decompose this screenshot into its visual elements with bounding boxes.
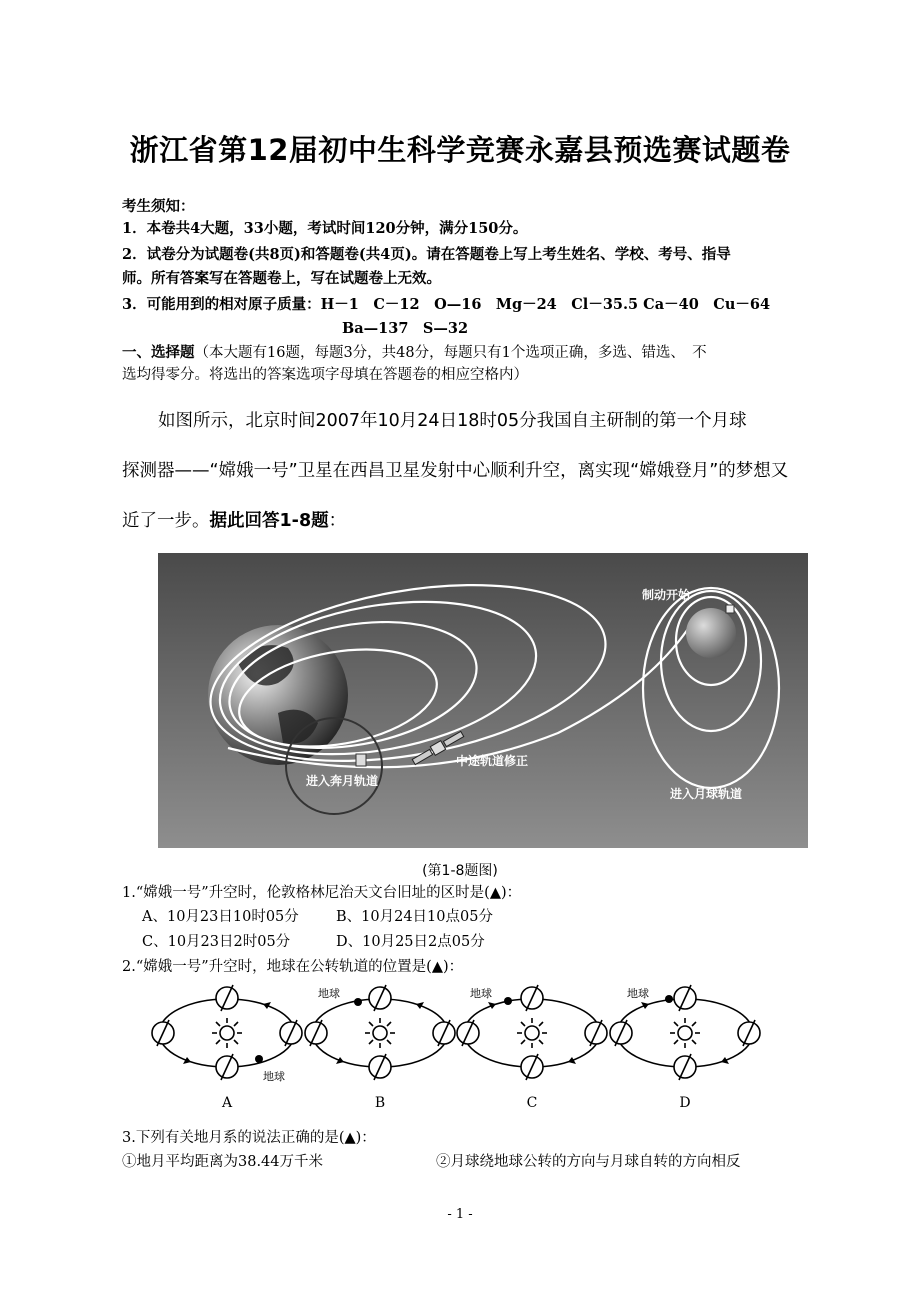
figure-caption: (第1-8题图)	[422, 863, 498, 879]
section-1-desc-cont: 选均得零分。将选出的答案选项字母填在答题卷的相应空格内）	[122, 367, 528, 383]
page-number: - 1 -	[447, 1207, 473, 1222]
intro-line-3: 近了一步。据此回答1-8题：	[122, 511, 347, 531]
orbit-diagram-a	[152, 985, 302, 1110]
q1-option-d: D、10月25日2点05分	[336, 934, 485, 950]
notice-item-1: 1．本卷共4大题，33小题，考试时间120分钟，满分150分。	[122, 220, 528, 237]
option-label-b: B	[374, 1095, 386, 1110]
intro-answer-hint: 据此回答1-8题	[209, 511, 329, 531]
notice-heading: 考生须知：	[122, 198, 195, 215]
section-1-heading: 一、选择题	[122, 344, 195, 361]
q3-stem: 3.下列有关地月系的说法正确的是(▲)：	[122, 1130, 376, 1146]
earth-label-c: 地球	[470, 987, 492, 1000]
notice-item-3-cont: Ba—137 S—32	[342, 320, 469, 337]
q1-option-a: A、10月23日10时05分	[142, 909, 299, 925]
intro-line-1: 如图所示，北京时间2007年10月24日18时05分我国自主研制的第一个月球	[158, 411, 747, 431]
label-brake: 制动开始	[642, 588, 691, 602]
label-lunar-orbit: 进入月球轨道	[670, 787, 743, 801]
change1-trajectory-figure	[158, 553, 808, 848]
earth-label-d: 地球	[627, 987, 649, 1000]
earth-label-b: 地球	[318, 987, 340, 1000]
label-midcourse: 中途轨道修正	[456, 754, 529, 768]
option-label-d: D	[679, 1095, 691, 1110]
orbit-diagram-c	[457, 985, 607, 1110]
q1-option-c: C、10月23日2时05分	[142, 934, 291, 950]
orbit-diagram-b	[305, 985, 455, 1110]
earth-label-a: 地球	[263, 1070, 285, 1083]
notice-item-2: 2．试卷分为试题卷(共8页)和答题卷(共4页)。请在答题卷上写上考生姓名、学校、考号、指导	[122, 246, 731, 263]
q2-stem: 2.“嫦娥一号”升空时，地球在公转轨道的位置是(▲)：	[122, 959, 464, 975]
q1-stem: 1.“嫦娥一号”升空时，伦敦格林尼治天文台旧址的区时是(▲)：	[122, 885, 522, 901]
page-title: 浙江省第12届初中生科学竞赛永嘉县预选赛试题卷	[129, 133, 791, 167]
notice-item-3: 3．可能用到的相对原子质量：H－1 C－12 O—16 Mg－24 Cl－35.5 Ca－40 Cu－64	[122, 296, 771, 313]
option-label-a: A	[221, 1095, 233, 1110]
q3-option-2: ②月球绕地球公转的方向与月球自转的方向相反	[436, 1154, 741, 1170]
option-label-c: C	[526, 1095, 538, 1110]
q1-option-b: B、10月24日10点05分	[336, 909, 493, 925]
orbit-diagram-d	[610, 985, 760, 1110]
intro-line-2: 探测器——“嫦娥一号”卫星在西昌卫星发射中心顺利升空，离实现“嫦娥登月”的梦想又	[122, 461, 789, 481]
satellite-icon	[356, 754, 366, 766]
label-transfer: 进入奔月轨道	[306, 774, 379, 788]
q3-option-1: ①地月平均距离为38.44万千米	[122, 1154, 324, 1170]
notice-item-2-cont: 师。所有答案写在答题卷上，写在试题卷上无效。	[122, 270, 441, 287]
section-1-line-1	[122, 342, 707, 364]
q2-orbit-diagrams	[150, 980, 770, 1110]
moon-icon	[686, 608, 736, 658]
section-1-desc: （本大题有16题，每题3分，共48分，每题只有1个选项正确，多选、错选、 不	[194, 345, 707, 361]
